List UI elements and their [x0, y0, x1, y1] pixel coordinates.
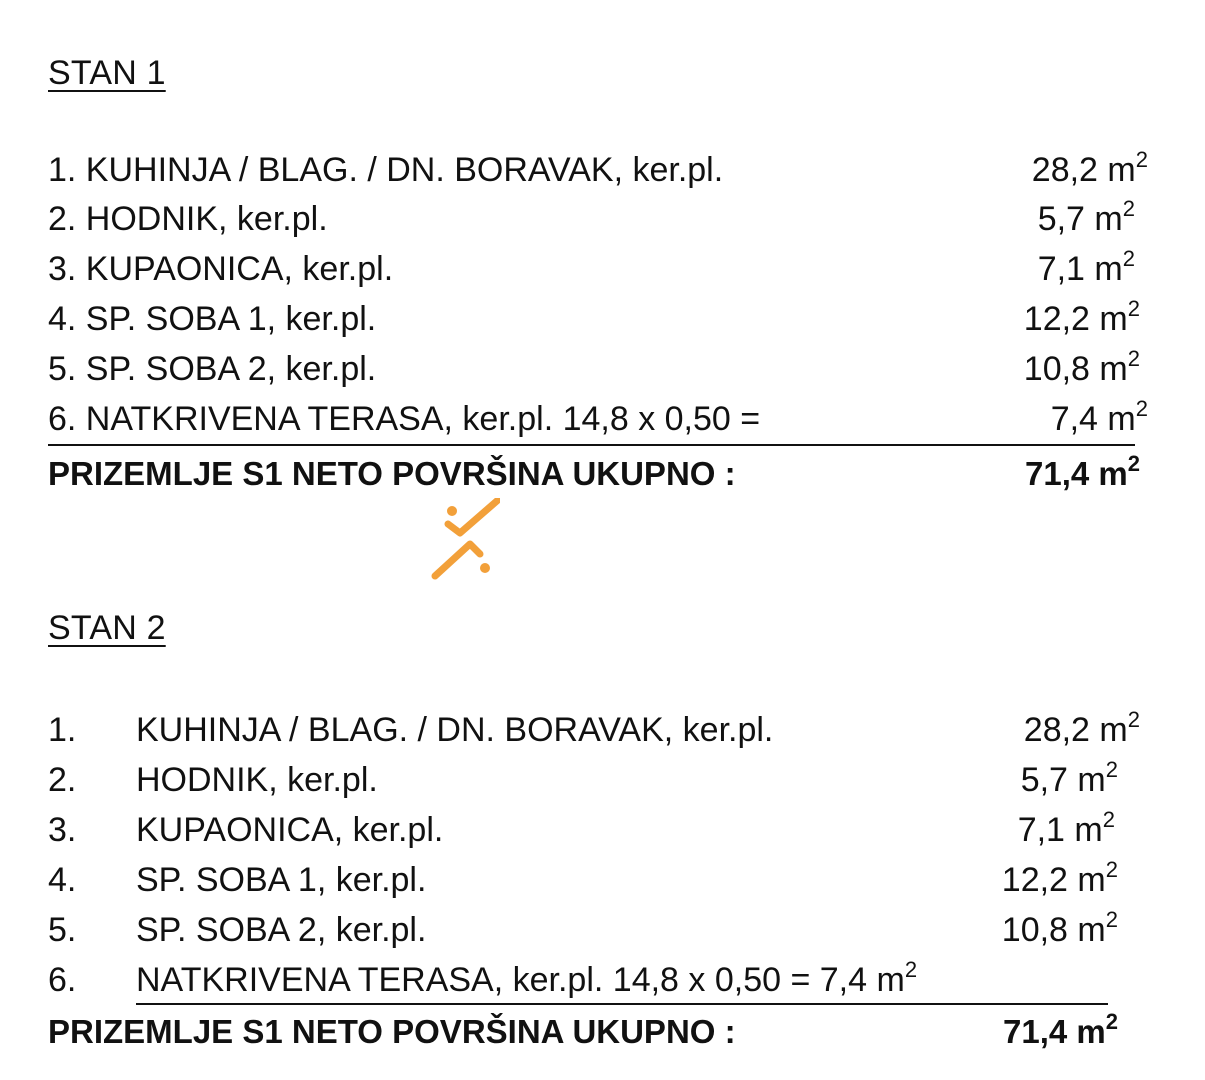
row-label: 6. NATKRIVENA TERASA, ker.pl. 14,8 x 0,50 = [48, 400, 761, 438]
section-2-row-3 [48, 808, 1115, 852]
row-area: 7,4 $m^2$ [1050, 396, 1148, 438]
row-label: SP. SOBA 1, ker.pl. [136, 861, 427, 899]
row-area: 5,7 $m^2$ [1037, 196, 1135, 238]
section-2-total [48, 1010, 1118, 1054]
section-1-row-3 [48, 247, 1135, 291]
section-2-row-6 [48, 958, 1128, 1002]
section-2-total-rule [136, 1003, 1108, 1005]
row-area: 28,2 $m^2$ [1031, 147, 1148, 189]
row-label: 5. SP. SOBA 2, ker.pl. [48, 350, 377, 388]
row-area: 10,8 $m^2$ [1023, 346, 1140, 388]
row-number: 6. [48, 961, 77, 999]
total-label: PRIZEMLJE S1 NETO POVRŠINA UKUPNO : [48, 455, 736, 492]
row-label: 3. KUPAONICA, ker.pl. [48, 250, 394, 288]
row-label: KUHINJA / BLAG. / DN. BORAVAK, ker.pl. [136, 711, 774, 749]
row-number: 5. [48, 911, 77, 949]
section-2-heading: STAN 2 [48, 609, 166, 647]
section-2-row-4 [48, 858, 1118, 902]
row-area: 28,2 $m^2$ [1023, 707, 1140, 749]
row-label: 2. HODNIK, ker.pl. [48, 200, 328, 238]
row-area: 10,8 $m^2$ [1001, 907, 1118, 949]
section-2-row-1 [48, 708, 1140, 752]
orange-cross-mark-icon [430, 498, 500, 580]
row-label: NATKRIVENA TERASA, ker.pl. 14,8 x 0,50 = 7,4 $m^2$ [136, 957, 918, 999]
row-area: 7,1 $m^2$ [1017, 807, 1115, 849]
section-1-row-4 [48, 297, 1140, 341]
section-1-row-2 [48, 197, 1135, 241]
row-number: 1. [48, 711, 77, 749]
section-1-heading: STAN 1 [48, 54, 166, 92]
row-number: 2. [48, 761, 77, 799]
section-1-total-rule [48, 444, 1135, 446]
section-1-total [48, 452, 1140, 496]
total-area: 71,4 $m^2$ [1003, 1009, 1118, 1050]
section-1-row-6 [48, 397, 1148, 441]
row-label: KUPAONICA, ker.pl. [136, 811, 444, 849]
total-label: PRIZEMLJE S1 NETO POVRŠINA UKUPNO : [48, 1013, 736, 1050]
row-label: HODNIK, ker.pl. [136, 761, 378, 799]
row-area: 12,2 $m^2$ [1001, 857, 1118, 899]
row-area: 5,7 $m^2$ [1020, 757, 1118, 799]
row-label: 4. SP. SOBA 1, ker.pl. [48, 300, 377, 338]
row-label: SP. SOBA 2, ker.pl. [136, 911, 427, 949]
section-1-row-5 [48, 347, 1140, 391]
row-label: 1. KUHINJA / BLAG. / DN. BORAVAK, ker.pl. [48, 151, 724, 189]
section-1-row-1 [48, 148, 1148, 192]
total-area: 71,4 $m^2$ [1025, 451, 1140, 492]
row-number: 3. [48, 811, 77, 849]
section-2-row-2 [48, 758, 1118, 802]
row-area: 12,2 $m^2$ [1023, 296, 1140, 338]
row-area: 7,1 $m^2$ [1037, 246, 1135, 288]
section-2-row-5 [48, 908, 1118, 952]
row-number: 4. [48, 861, 77, 899]
